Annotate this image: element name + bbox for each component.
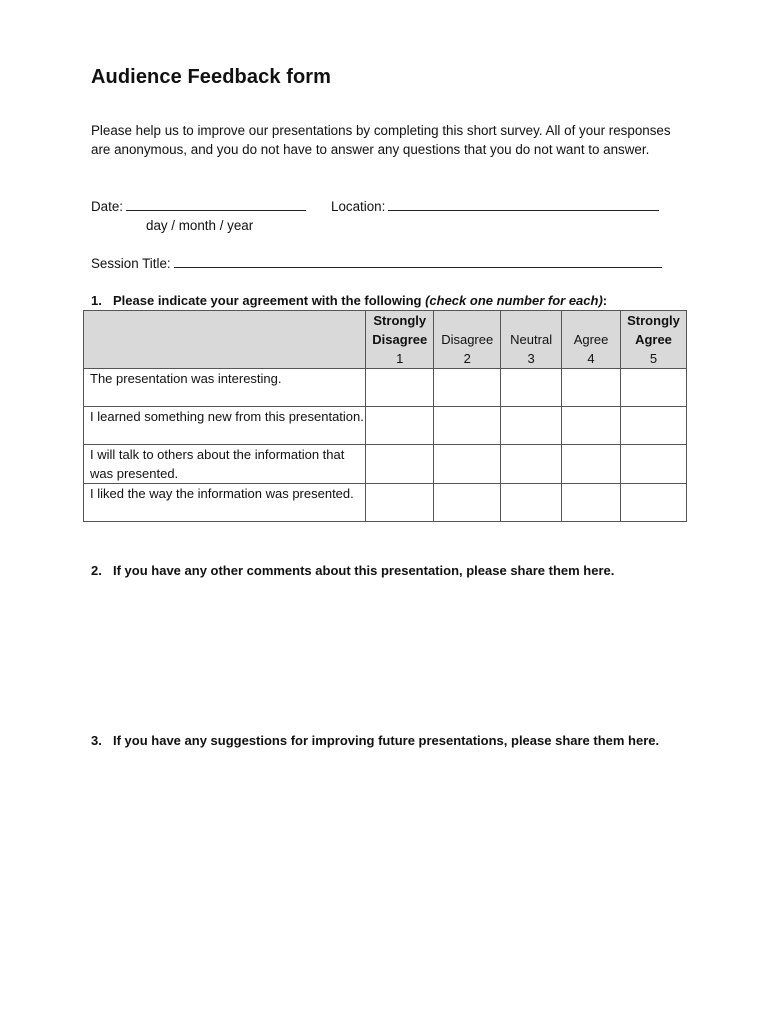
table-row — [84, 484, 687, 522]
rating-cell-4[interactable] — [562, 369, 621, 407]
statement-cell: I will talk to others about the information that was presented. — [84, 445, 366, 484]
table-row — [84, 445, 687, 484]
scale-label-line1: Strongly — [627, 313, 680, 328]
header-neutral — [501, 311, 562, 369]
scale-label-line2: Agree — [635, 332, 672, 347]
statement-cell: The presentation was interesting. — [84, 369, 366, 407]
scale-label-line2: Disagree — [372, 332, 428, 347]
rating-cell-1[interactable] — [366, 484, 434, 522]
session-title-label: Session Title: — [91, 256, 171, 271]
question-2 — [91, 562, 614, 580]
table-row — [84, 369, 687, 407]
rating-cell-2[interactable] — [434, 369, 501, 407]
scale-value: 3 — [527, 351, 535, 366]
question-text: If you have any other comments about this presentation, please share them here. — [113, 563, 615, 578]
table-header-row — [84, 311, 687, 369]
rating-cell-1[interactable] — [366, 369, 434, 407]
page-title: Audience Feedback form — [91, 66, 332, 88]
rating-cell-5[interactable] — [621, 369, 687, 407]
rating-cell-2[interactable] — [434, 407, 501, 445]
scale-label-line2: Neutral — [510, 332, 553, 347]
rating-cell-5[interactable] — [621, 407, 687, 445]
date-field — [91, 197, 306, 216]
agreement-table — [83, 310, 687, 522]
question-text: If you have any suggestions for improving future presentations, please share them here. — [113, 733, 660, 748]
question-number: 2. — [91, 563, 102, 578]
rating-cell-3[interactable] — [501, 369, 562, 407]
header-agree — [562, 311, 621, 369]
rating-cell-2[interactable] — [434, 484, 501, 522]
question-number: 3. — [91, 733, 102, 748]
scale-value: 2 — [463, 351, 471, 366]
rating-cell-2[interactable] — [434, 445, 501, 484]
date-label: Date: — [91, 199, 124, 214]
table-row — [84, 407, 687, 445]
date-input-line[interactable] — [126, 197, 306, 211]
question-suffix: : — [602, 293, 608, 308]
rating-cell-3[interactable] — [501, 484, 562, 522]
question-3 — [91, 732, 659, 750]
header-strongly-agree — [621, 311, 687, 369]
scale-label-line1: Strongly — [373, 313, 427, 328]
rating-cell-4[interactable] — [562, 445, 621, 484]
session-title-field — [91, 254, 662, 273]
header-strongly-disagree — [366, 311, 434, 369]
statement-cell: I learned something new from this presentation. — [84, 407, 366, 445]
rating-cell-1[interactable] — [366, 445, 434, 484]
rating-cell-1[interactable] — [366, 407, 434, 445]
rating-cell-3[interactable] — [501, 407, 562, 445]
location-input-line[interactable] — [388, 197, 659, 211]
rating-cell-4[interactable] — [562, 407, 621, 445]
scale-value: 4 — [587, 351, 595, 366]
scale-label-line2: Agree — [573, 332, 609, 347]
scale-value: 5 — [649, 351, 658, 366]
header-blank-cell — [84, 311, 366, 369]
rating-cell-5[interactable] — [621, 484, 687, 522]
question-1 — [91, 292, 607, 310]
rating-cell-5[interactable] — [621, 445, 687, 484]
location-label: Location: — [331, 199, 386, 214]
question-text: Please indicate your agreement with the following — [113, 293, 426, 308]
rating-cell-3[interactable] — [501, 445, 562, 484]
header-disagree — [434, 311, 501, 369]
question-emphasis: (check one number for each) — [425, 293, 603, 308]
location-field — [331, 197, 659, 216]
scale-value: 1 — [396, 351, 404, 366]
rating-cell-4[interactable] — [562, 484, 621, 522]
intro-paragraph: Please help us to improve our presentations by completing this short survey. All of your responses are anonymous, and you do not have to answer any questions that you do not want to answer. — [91, 123, 671, 157]
statement-cell: I liked the way the information was presented. — [84, 484, 366, 522]
scale-label-line2: Disagree — [441, 332, 494, 347]
question-number: 1. — [91, 293, 102, 308]
date-format-hint: day / month / year — [146, 218, 254, 233]
session-title-input-line[interactable] — [174, 254, 662, 268]
